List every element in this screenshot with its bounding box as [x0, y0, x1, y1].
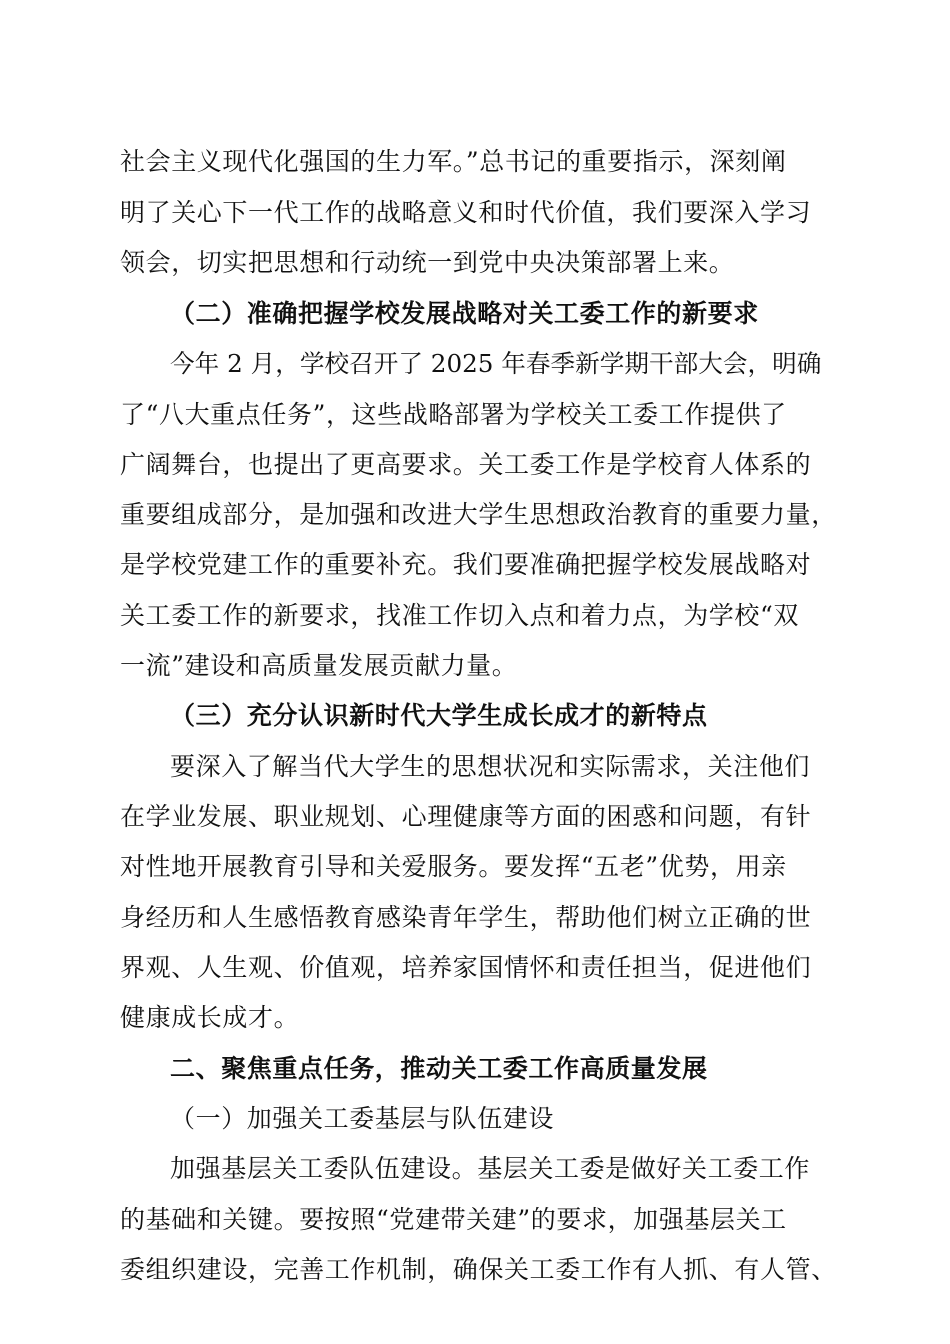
section-heading: 二、聚焦重点任务，推动关工委工作高质量发展 [170, 1054, 708, 1083]
paragraph-line: 一流”建设和高质量发展贡献力量。 [120, 651, 518, 680]
paragraph-line: 身经历和人生感悟教育感染青年学生，帮助他们树立正确的世 [120, 903, 812, 932]
paragraph-line: 重要组成部分，是加强和改进大学生思想政治教育的重要力量， [120, 500, 837, 529]
paragraph-line: 委组织建设，完善工作机制，确保关工委工作有人抓、有人管、 [120, 1255, 837, 1284]
paragraph-line: 明了关心下一代工作的战略意义和时代价值，我们要深入学习 [120, 198, 812, 227]
paragraph-line: 要深入了解当代大学生的思想状况和实际需求，关注他们 [170, 752, 811, 781]
paragraph-line: 今年 2 月，学校召开了 2025 年春季新学期干部大会，明确 [170, 349, 822, 378]
paragraph-line: 界观、人生观、价值观，培养家国情怀和责任担当，促进他们 [120, 953, 812, 982]
section-subheading: （二）准确把握学校发展战略对关工委工作的新要求 [170, 299, 759, 328]
paragraph-line: 健康成长成才。 [120, 1003, 300, 1032]
paragraph-line: 广阔舞台，也提出了更高要求。关工委工作是学校育人体系的 [120, 450, 812, 479]
paragraph-line: 了“八大重点任务”，这些战略部署为学校关工委工作提供了 [120, 400, 787, 429]
paragraph-line: 社会主义现代化强国的生力军。”总书记的重要指示，深刻阐 [120, 147, 787, 176]
paragraph-line: 对性地开展教育引导和关爱服务。要发挥“五老”优势，用亲 [120, 852, 787, 881]
section-subheading: （三）充分认识新时代大学生成长成才的新特点 [170, 701, 708, 730]
paragraph-line: 在学业发展、职业规划、心理健康等方面的困惑和问题，有针 [120, 802, 812, 831]
paragraph-line: 加强基层关工委队伍建设。基层关工委是做好关工委工作 [170, 1154, 811, 1183]
paragraph-line: 领会，切实把思想和行动统一到党中央决策部署上来。 [120, 248, 735, 277]
paragraph-line: 是学校党建工作的重要补充。我们要准确把握学校发展战略对 [120, 550, 812, 579]
paragraph-line: 的基础和关键。要按照“党建带关建”的要求，加强基层关工 [120, 1205, 787, 1234]
section-subheading: （一）加强关工委基层与队伍建设 [170, 1104, 555, 1133]
paragraph-line: 关工委工作的新要求，找准工作切入点和着力点，为学校“双 [120, 601, 799, 630]
